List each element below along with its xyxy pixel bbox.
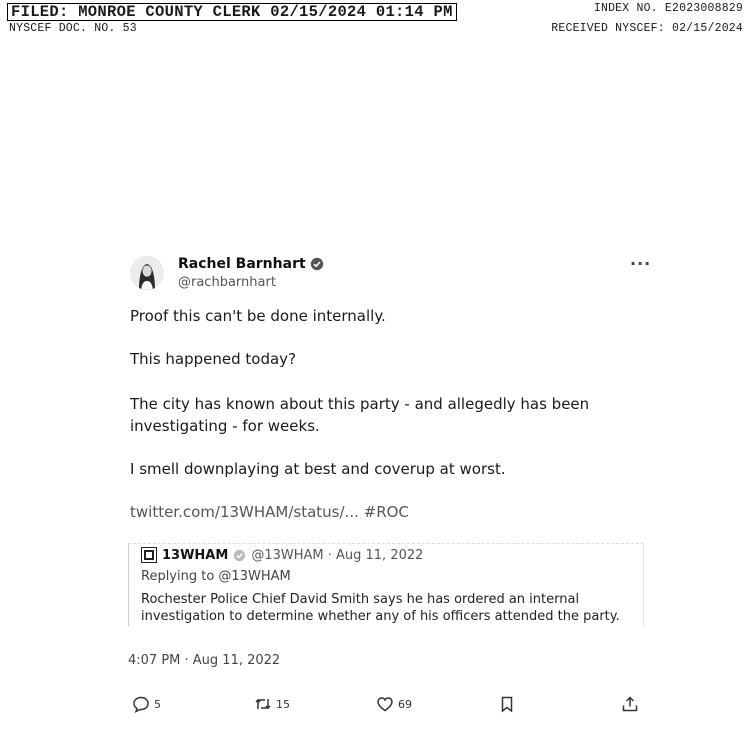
retweet-count: 15 bbox=[276, 697, 290, 711]
retweet-icon bbox=[254, 695, 272, 713]
quote-header bbox=[141, 547, 423, 563]
like-button[interactable] bbox=[376, 695, 412, 713]
13wham-logo-icon bbox=[141, 547, 157, 563]
share-button[interactable] bbox=[621, 695, 639, 713]
quote-text: Rochester Police Chief David Smith says he has ordered an internal investigation to determine whether any of his officers attended the party. bbox=[141, 592, 620, 624]
heart-icon bbox=[376, 695, 394, 713]
author-name[interactable] bbox=[178, 256, 324, 272]
share-icon bbox=[621, 695, 639, 713]
tweet-paragraph: Proof this can't be done internally. bbox=[130, 307, 386, 325]
received-date: RECEIVED NYSCEF: 02/15/2024 bbox=[551, 22, 743, 35]
like-count: 69 bbox=[398, 697, 412, 711]
tweet-paragraph: The city has known about this party - and allegedly has been investigating - for weeks. bbox=[130, 395, 590, 435]
more-options-icon[interactable]: ··· bbox=[630, 254, 652, 273]
author-handle[interactable]: @rachbarnhart bbox=[178, 275, 276, 290]
doc-number: NYSCEF DOC. NO. 53 bbox=[9, 22, 137, 35]
verified-badge-icon bbox=[310, 257, 324, 271]
tweet-paragraph: I smell downplaying at best and coverup at worst. bbox=[130, 460, 506, 478]
action-bar bbox=[128, 695, 658, 719]
avatar[interactable] bbox=[130, 256, 164, 290]
verified-badge-icon bbox=[233, 549, 246, 562]
quote-author[interactable]: 13WHAM bbox=[162, 547, 229, 563]
quote-replying-to: Replying to @13WHAM bbox=[141, 569, 291, 584]
reply-count: 5 bbox=[154, 697, 161, 711]
reply-button[interactable] bbox=[132, 695, 161, 713]
bookmark-button[interactable] bbox=[498, 695, 516, 713]
quote-handle-date: @13WHAM · Aug 11, 2022 bbox=[251, 547, 424, 563]
reply-icon bbox=[132, 695, 150, 713]
retweet-button[interactable] bbox=[254, 695, 290, 713]
quoted-tweet[interactable] bbox=[128, 543, 644, 626]
tweet-paragraph: This happened today? bbox=[130, 350, 297, 368]
tweet-link[interactable]: twitter.com/13WHAM/status/... #ROC bbox=[130, 503, 409, 521]
tweet-timestamp[interactable]: 4:07 PM · Aug 11, 2022 bbox=[128, 653, 281, 668]
index-number: INDEX NO. E2023008829 bbox=[593, 2, 743, 15]
bookmark-icon bbox=[498, 695, 516, 713]
filed-stamp: FILED: MONROE COUNTY CLERK 02/15/2024 01:14 PM bbox=[7, 3, 457, 21]
author-name-text[interactable]: Rachel Barnhart bbox=[178, 256, 306, 272]
